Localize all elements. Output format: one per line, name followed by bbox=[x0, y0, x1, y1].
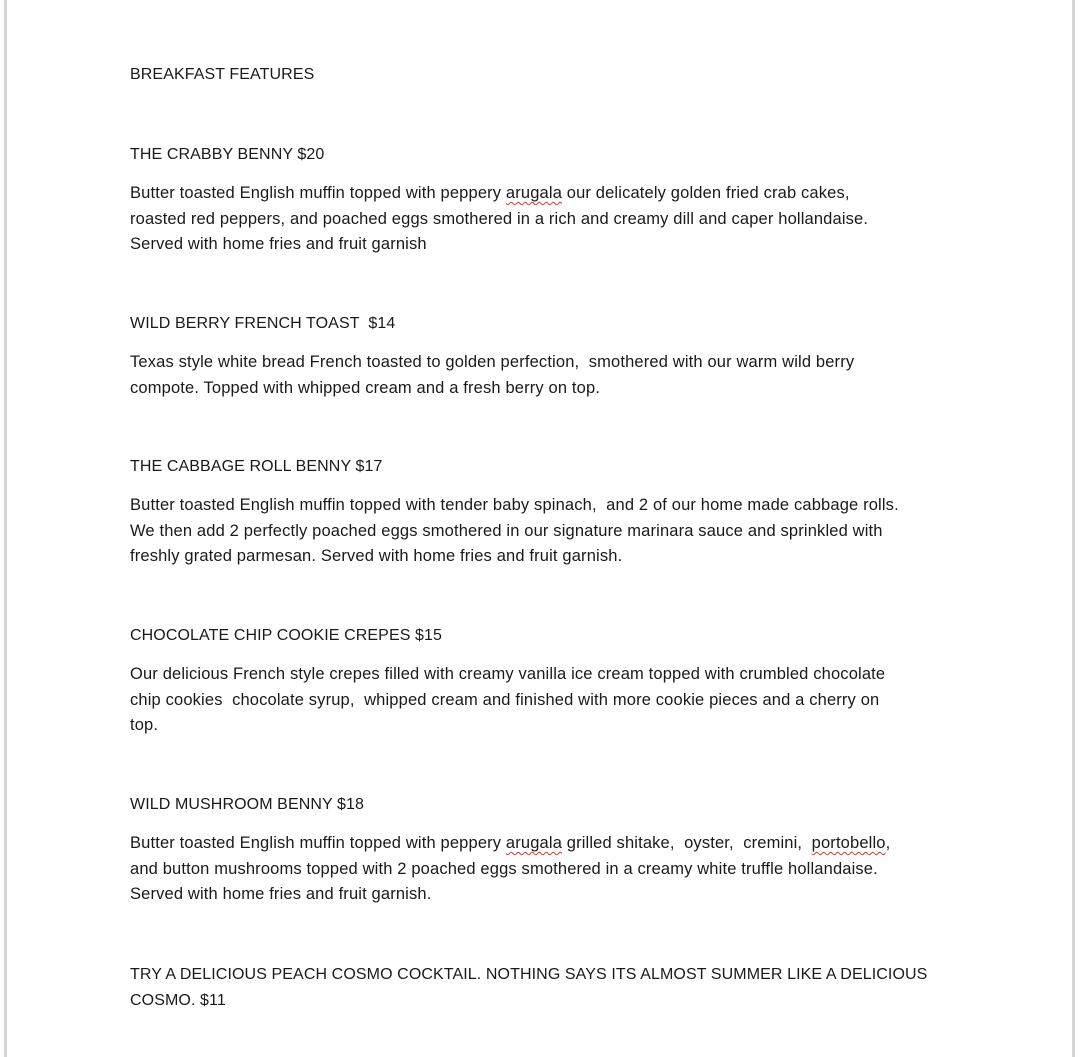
menu-item-wild-mushroom-benny bbox=[130, 795, 950, 908]
spellcheck-word[interactable]: portobello bbox=[811, 834, 886, 852]
description-line: roasted red peppers, and poached eggs smothered in a rich and creamy dill and caper hollandaise. bbox=[130, 209, 869, 228]
spellcheck-word[interactable]: arugala bbox=[505, 184, 563, 202]
description-line: Served with home fries and fruit garnish. bbox=[130, 885, 432, 903]
spellcheck-word[interactable]: arugala bbox=[505, 834, 563, 852]
menu-item-description bbox=[130, 181, 950, 258]
menu-item-description bbox=[130, 493, 950, 570]
menu-item-cabbage-roll-benny bbox=[130, 457, 950, 570]
description-line: Served with home fries and fruit garnish bbox=[130, 235, 427, 253]
page-edge-right bbox=[1072, 0, 1075, 1057]
promo-line: COSMO. $11 bbox=[130, 992, 226, 1009]
promo-line: TRY A DELICIOUS PEACH COSMO COCKTAIL. NOTHING SAYS ITS ALMOST SUMMER LIKE A DELICIOUS bbox=[130, 966, 928, 983]
menu-item-heading: THE CRABBY BENNY $20 bbox=[130, 146, 325, 163]
description-line: We then add 2 perfectly poached eggs smothered in our signature marinara sauce and sprinkled with bbox=[130, 521, 883, 540]
menu-item-chocolate-chip-cookie-crepes bbox=[130, 626, 950, 739]
menu-item-heading: WILD BERRY FRENCH TOAST $14 bbox=[130, 315, 396, 332]
menu-item-heading: THE CABBAGE ROLL BENNY $17 bbox=[130, 458, 383, 475]
menu-item-heading: CHOCOLATE CHIP COOKIE CREPES $15 bbox=[130, 627, 443, 644]
menu-item-description bbox=[130, 662, 950, 739]
description-line: Butter toasted English muffin topped with tender baby spinach, and 2 of our home made cabbage rolls. bbox=[130, 496, 899, 514]
description-line: and button mushrooms topped with 2 poached eggs smothered in a creamy white truffle hollandaise. bbox=[130, 859, 878, 878]
menu-item-description bbox=[130, 350, 950, 401]
description-line: chip cookies chocolate syrup, whipped cream and finished with more cookie pieces and a cherry on bbox=[130, 690, 880, 709]
document-title: BREAKFAST FEATURES bbox=[130, 66, 315, 83]
menu-item-description bbox=[130, 831, 950, 908]
page-edge-left bbox=[4, 0, 7, 1057]
description-line: Our delicious French style crepes filled with creamy vanilla ice cream topped with crumbled chocolate bbox=[130, 665, 886, 683]
promo-cocktail bbox=[130, 962, 950, 1014]
description-line: Butter toasted English muffin topped with peppery arugala our delicately golden fried crab cakes, bbox=[130, 184, 850, 202]
description-line: Texas style white bread French toasted to golden perfection, smothered with our warm wild berry bbox=[130, 353, 855, 371]
description-line: freshly grated parmesan. Served with home fries and fruit garnish. bbox=[130, 547, 623, 565]
menu-item-crabby-benny bbox=[130, 145, 950, 258]
menu-item-wild-berry-french-toast bbox=[130, 314, 950, 401]
description-line: top. bbox=[130, 716, 159, 734]
description-line: Butter toasted English muffin topped with peppery arugala grilled shitake, oyster, cremini, portobello, bbox=[130, 834, 891, 852]
menu-item-heading: WILD MUSHROOM BENNY $18 bbox=[130, 796, 365, 813]
description-line: compote. Topped with whipped cream and a fresh berry on top. bbox=[130, 378, 601, 397]
